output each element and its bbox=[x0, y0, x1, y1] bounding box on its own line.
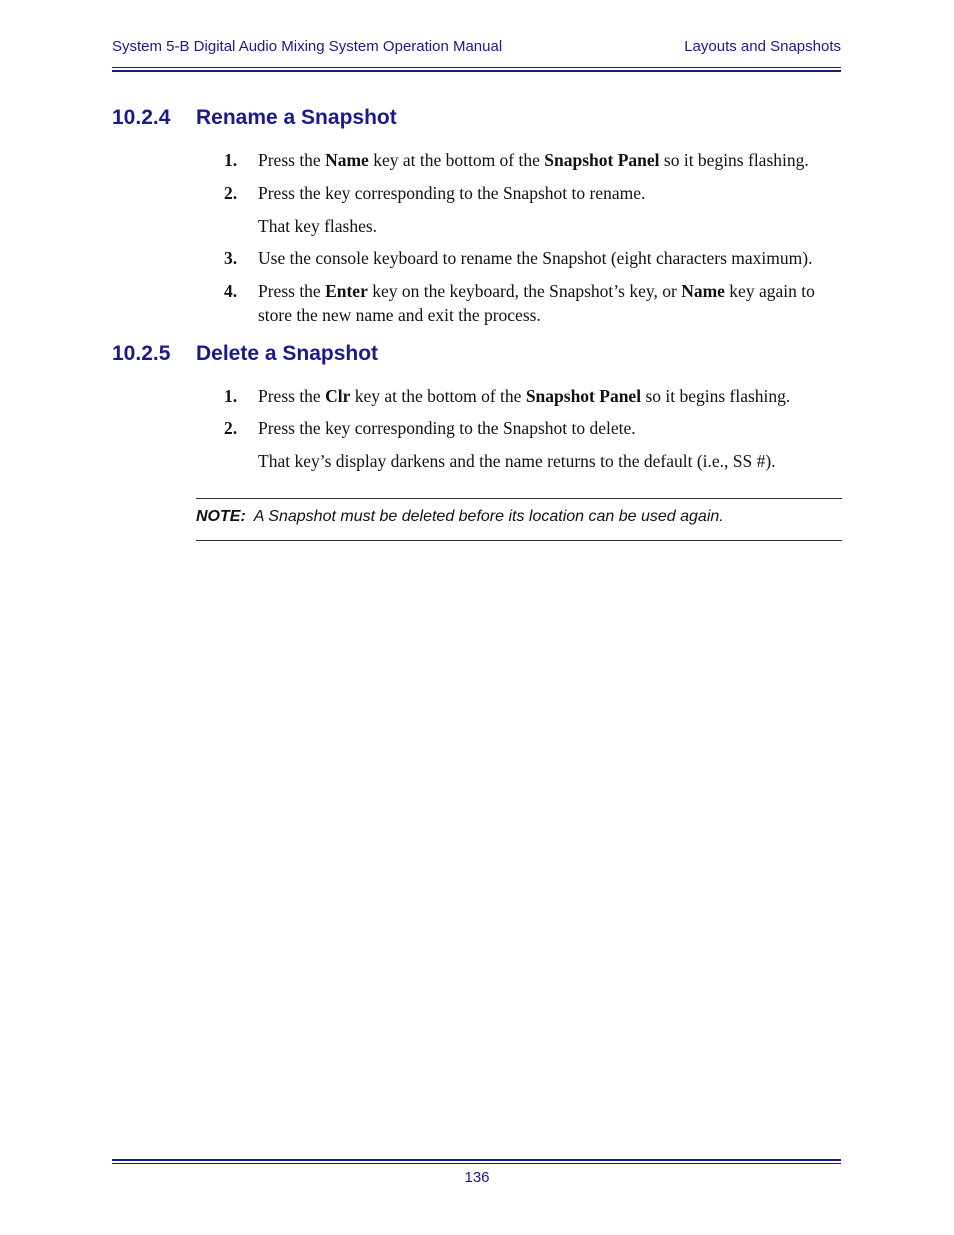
step-number: 3. bbox=[224, 248, 238, 268]
rename-step-4 bbox=[224, 279, 849, 327]
rename-step-2 bbox=[224, 181, 849, 205]
footer-rule-top bbox=[112, 1159, 841, 1161]
step-text: Press the Enter key on the keyboard, the Snapshot’s key, or Name key again to store the new name and exit the process. bbox=[258, 281, 815, 325]
step-text: Press the Clr key at the bottom of the Snapshot Panel so it begins flashing. bbox=[258, 386, 791, 406]
section-heading-rename-snapshot bbox=[112, 106, 397, 130]
rename-step-2-result: That key flashes. bbox=[258, 216, 378, 236]
section-number: 10.2.5 bbox=[112, 342, 171, 365]
step-number: 2. bbox=[224, 183, 238, 203]
header-rule-bottom bbox=[112, 70, 841, 72]
delete-step-2 bbox=[224, 416, 849, 440]
section-heading-delete-snapshot bbox=[112, 342, 378, 366]
section-number: 10.2.4 bbox=[112, 106, 171, 129]
note-rule-top bbox=[196, 498, 842, 499]
delete-step-2-result: That key’s display darkens and the name returns to the default (i.e., SS #). bbox=[258, 451, 776, 471]
step-number: 1. bbox=[224, 150, 238, 170]
rename-step-3 bbox=[224, 246, 849, 270]
note-text: A Snapshot must be deleted before its location can be used again. bbox=[253, 508, 724, 525]
section-title: Delete a Snapshot bbox=[196, 342, 379, 365]
rename-step-1 bbox=[224, 148, 849, 172]
footer-rule-bottom bbox=[112, 1163, 841, 1164]
step-number: 2. bbox=[224, 418, 238, 438]
running-header-chapter-title: Layouts and Snapshots bbox=[684, 38, 841, 55]
delete-step-1 bbox=[224, 384, 849, 408]
step-text: Press the Name key at the bottom of the Snapshot Panel so it begins flashing. bbox=[258, 150, 809, 170]
header-rule-top bbox=[112, 67, 841, 68]
note-rule-bottom bbox=[196, 540, 842, 541]
section-title: Rename a Snapshot bbox=[196, 106, 397, 129]
running-header-manual-title: System 5-B Digital Audio Mixing System Operation Manual bbox=[112, 38, 503, 55]
step-text: Press the key corresponding to the Snapshot to delete. bbox=[258, 418, 636, 438]
step-number: 1. bbox=[224, 386, 238, 406]
step-number: 4. bbox=[224, 281, 238, 301]
note-label: NOTE: bbox=[196, 508, 246, 525]
step-text: Press the key corresponding to the Snapshot to rename. bbox=[258, 183, 646, 203]
step-text: Use the console keyboard to rename the Snapshot (eight characters maximum). bbox=[258, 248, 813, 268]
page-number: 136 bbox=[464, 1169, 490, 1186]
note-box bbox=[196, 508, 724, 526]
